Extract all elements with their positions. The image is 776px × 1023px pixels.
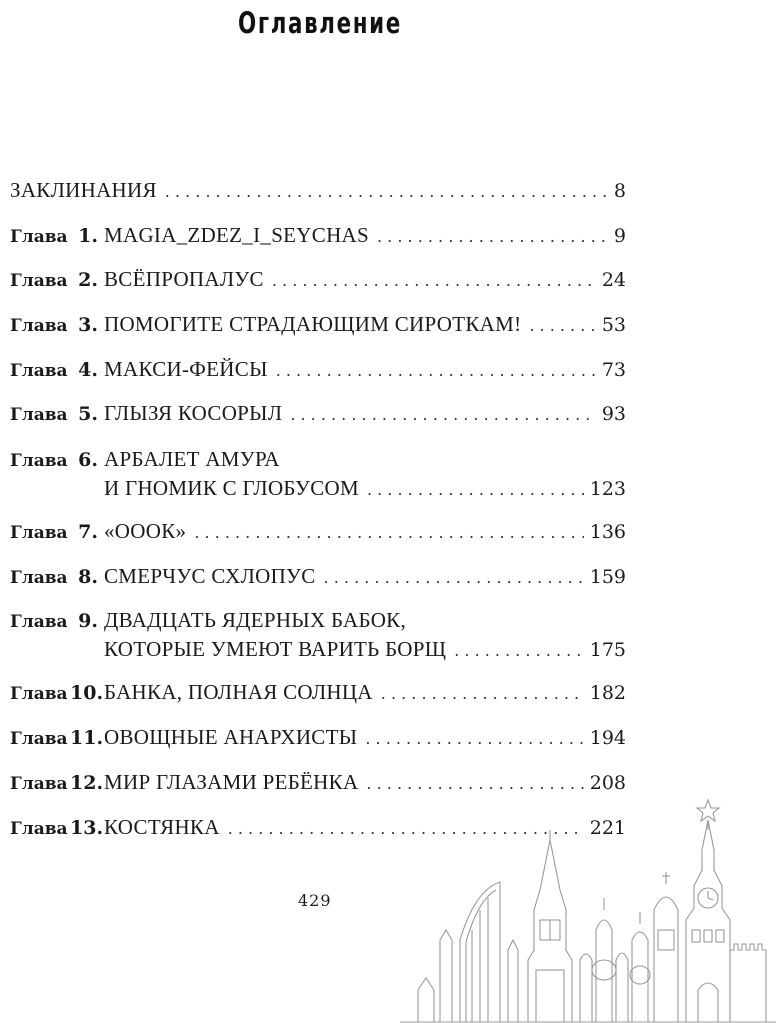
- toc-entry-page: 182: [589, 682, 626, 704]
- toc-entry-title: ПОМОГИТЕ СТРАДАЮЩИМ СИРОТКАМ!: [104, 312, 522, 336]
- chapter-label: Глава: [10, 612, 68, 632]
- leader-dots: [365, 725, 583, 752]
- chapter-label: Глава: [10, 729, 68, 749]
- toc-entry-chapter-6[interactable]: [10, 446, 626, 503]
- toc-entry-chapter-8[interactable]: [10, 563, 626, 592]
- toc-entry-page: 8: [613, 180, 626, 202]
- page-title: Оглавление: [238, 6, 402, 40]
- toc-entry-page: 73: [601, 359, 626, 381]
- city-skyline-icon: [400, 790, 776, 1023]
- leader-dots: [290, 401, 596, 428]
- chapter-number: 9.: [78, 610, 98, 632]
- toc-entry-title: ДВАДЦАТЬ ЯДЕРНЫХ БАБОК,: [104, 608, 407, 632]
- chapter-number: 4.: [78, 359, 98, 381]
- toc-entry-page: 123: [589, 478, 626, 500]
- toc-entry-chapter-5[interactable]: [10, 400, 626, 429]
- leader-dots: [165, 178, 608, 205]
- toc-entry-title-continued: КОТОРЫЕ УМЕЮТ ВАРИТЬ БОРЩ: [104, 637, 447, 661]
- toc-entry-chapter-4[interactable]: [10, 356, 626, 385]
- chapter-number: 11.: [70, 727, 104, 749]
- toc-entry-title: БАНКА, ПОЛНАЯ СОЛНЦА: [104, 680, 373, 704]
- chapter-number: 8.: [78, 566, 98, 588]
- chapter-label: Глава: [10, 316, 68, 336]
- leader-dots: [272, 267, 596, 294]
- toc-entry-page: 136: [589, 521, 626, 543]
- chapter-label: Глава: [10, 774, 68, 794]
- chapter-label: Глава: [10, 361, 68, 381]
- toc-entry-title: СМЕРЧУС СХЛОПУС: [104, 564, 316, 588]
- leader-dots: [529, 312, 595, 339]
- leader-dots: [454, 637, 584, 664]
- toc-entry-title: ГЛЫЗЯ КОСОРЫЛ: [104, 401, 283, 425]
- leader-dots: [381, 680, 584, 707]
- toc-entry-title: МАКСИ-ФЕЙСЫ: [104, 357, 268, 381]
- toc-entry-chapter-2[interactable]: [10, 266, 626, 295]
- toc-entry-chapter-9[interactable]: [10, 607, 626, 664]
- chapter-label: Глава: [10, 271, 68, 291]
- toc-entry-page: 175: [589, 639, 626, 661]
- chapter-number: 1.: [78, 225, 98, 247]
- chapter-number: 7.: [78, 521, 98, 543]
- toc-entry-page: 53: [601, 314, 626, 336]
- chapter-number: 6.: [78, 449, 98, 471]
- toc-entry-title-continued: И ГНОМИК С ГЛОБУСОМ: [104, 476, 359, 500]
- chapter-label: Глава: [10, 819, 68, 839]
- chapter-label: Глава: [10, 227, 68, 247]
- toc-entry-chapter-11[interactable]: [10, 724, 626, 753]
- chapter-number: 3.: [78, 314, 98, 336]
- toc-entry-title: МИР ГЛАЗАМИ РЕБЁНКА: [104, 770, 359, 794]
- toc-entry-chapter-10[interactable]: [10, 679, 626, 708]
- leader-dots: [367, 476, 584, 503]
- chapter-label: Глава: [10, 405, 68, 425]
- chapter-number: 13.: [70, 817, 104, 839]
- toc-entry-chapter-3[interactable]: [10, 311, 626, 340]
- toc-entry-page: 24: [601, 269, 626, 291]
- toc-entry-title: ВСЁПРОПАЛУС: [104, 267, 264, 291]
- toc-entry-title: КОСТЯНКА: [104, 815, 220, 839]
- chapter-label: Глава: [10, 684, 68, 704]
- toc-entry-title: MAGIA_ZDEZ_I_SEYCHAS: [104, 223, 369, 247]
- leader-dots: [377, 223, 608, 250]
- toc-entry-page: 221: [589, 817, 626, 839]
- toc-entry-page: 93: [601, 403, 626, 425]
- chapter-label: Глава: [10, 523, 68, 543]
- toc-entry-title: АРБАЛЕТ АМУРА: [104, 447, 280, 471]
- chapter-number: 5.: [78, 403, 98, 425]
- toc-entry-page: 159: [589, 566, 626, 588]
- page-number: 429: [298, 891, 332, 910]
- leader-dots: [324, 564, 584, 591]
- toc-entry-spells[interactable]: [10, 177, 626, 205]
- toc-entry-chapter-1[interactable]: [10, 222, 626, 251]
- toc-entry-chapter-7[interactable]: [10, 518, 626, 547]
- chapter-label: Глава: [10, 568, 68, 588]
- chapter-number: 2.: [78, 269, 98, 291]
- leader-dots: [194, 519, 583, 546]
- toc-entry-title: ОВОЩНЫЕ АНАРХИСТЫ: [104, 725, 358, 749]
- chapter-number: 10.: [70, 682, 104, 704]
- leader-dots: [276, 357, 596, 384]
- toc-entry-page: 194: [589, 727, 626, 749]
- chapter-label: Глава: [10, 451, 68, 471]
- toc-entry-title: «ОООК»: [104, 519, 187, 543]
- toc-entry-page: 208: [589, 772, 626, 794]
- chapter-number: 12.: [70, 772, 104, 794]
- toc-entry-page: 9: [613, 225, 626, 247]
- toc-entry-title: ЗАКЛИНАНИЯ: [10, 178, 157, 202]
